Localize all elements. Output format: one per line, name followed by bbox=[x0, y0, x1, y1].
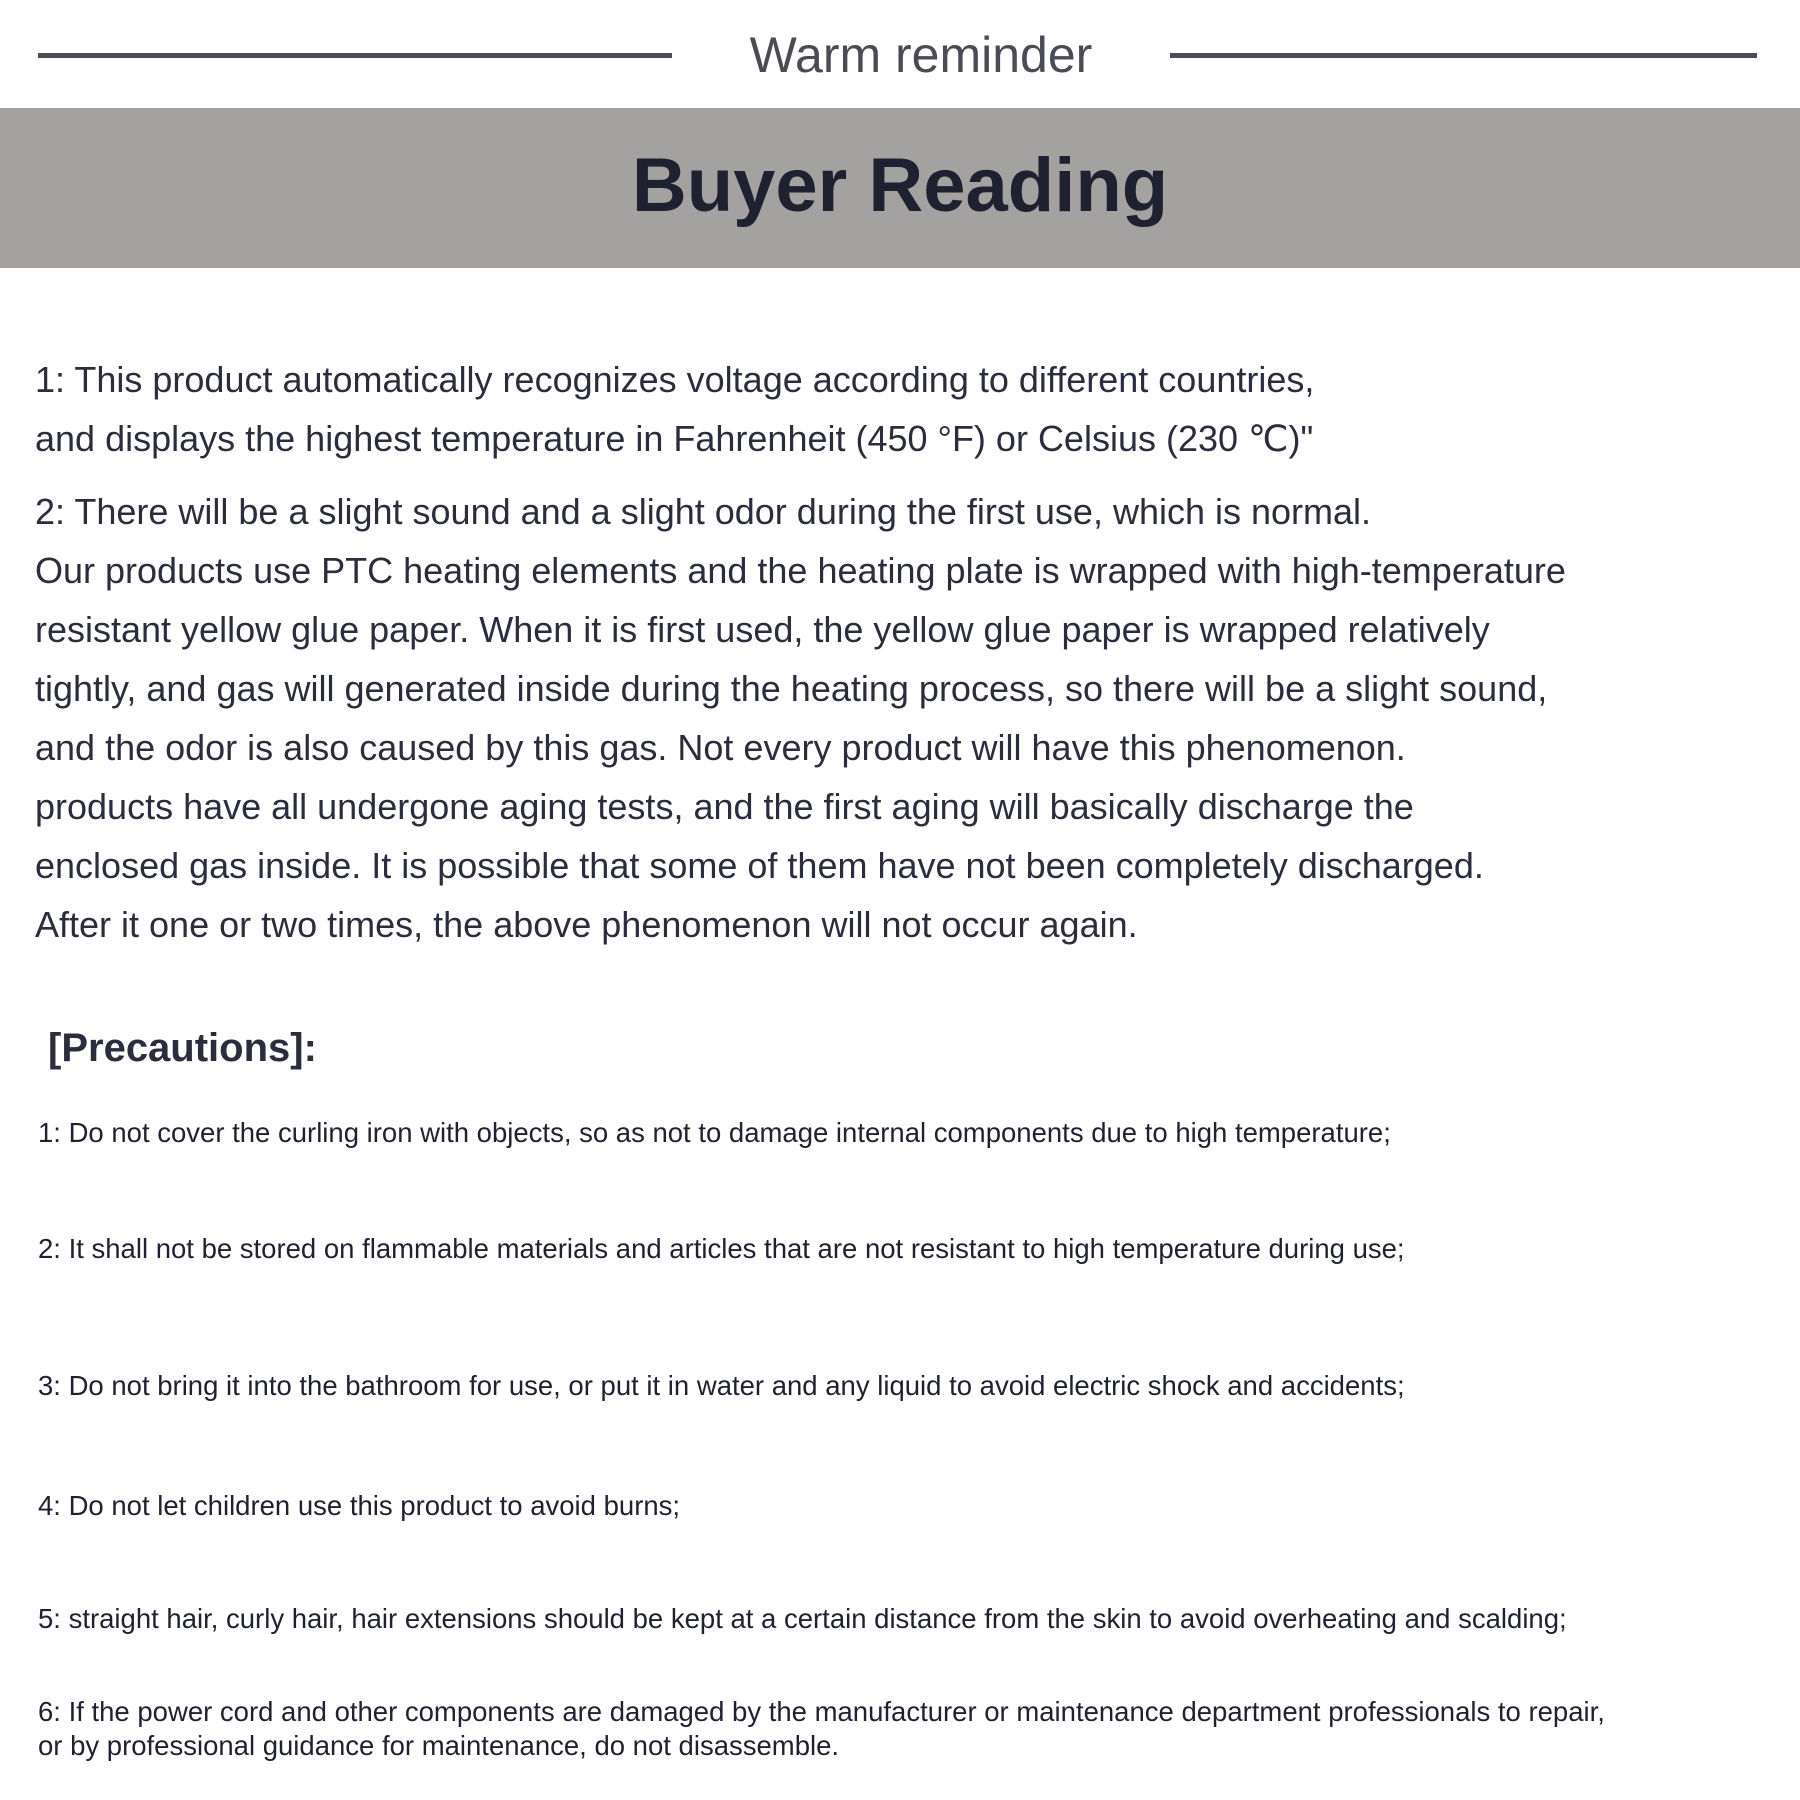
intro-line: tightly, and gas will generated inside during the heating process, so there will be a slight sound, bbox=[35, 668, 1548, 709]
header-divider-right bbox=[1170, 53, 1757, 58]
intro-line: 1: This product automatically recognizes voltage according to different countries, bbox=[35, 359, 1315, 400]
intro-line: resistant yellow glue paper. When it is first used, the yellow glue paper is wrapped relatively bbox=[35, 609, 1490, 650]
title-banner bbox=[0, 108, 1800, 268]
intro-line: products have all undergone aging tests, and the first aging will basically discharge the bbox=[35, 786, 1414, 827]
precaution-item-1 bbox=[38, 1116, 1778, 1150]
page-title: Buyer Reading bbox=[631, 143, 1169, 228]
precaution-item-3 bbox=[38, 1369, 1778, 1403]
reminder-title: Warm reminder bbox=[749, 27, 1093, 83]
precaution-item-5 bbox=[38, 1602, 1778, 1636]
precaution-item-4 bbox=[38, 1489, 1778, 1523]
intro-line: 2: There will be a slight sound and a slight odor during the first use, which is normal. bbox=[35, 491, 1372, 532]
precaution-item-2 bbox=[38, 1232, 1778, 1266]
precaution-text: 2: It shall not be stored on flammable materials and articles that are not resistant to high temperature during use; bbox=[38, 1233, 1405, 1264]
intro-section bbox=[35, 350, 1765, 954]
precaution-item-6 bbox=[38, 1695, 1778, 1763]
precaution-text: 6: If the power cord and other components are damaged by the manufacturer or maintenance department professionals to repair, bbox=[38, 1696, 1605, 1727]
header-divider-left bbox=[38, 53, 672, 58]
intro-line: and displays the highest temperature in Fahrenheit (450 °F) or Celsius (230 ℃)" bbox=[35, 418, 1314, 459]
precaution-text: 1: Do not cover the curling iron with objects, so as not to damage internal components due to high temperature; bbox=[38, 1117, 1391, 1148]
intro-line: enclosed gas inside. It is possible that some of them have not been completely discharged. bbox=[35, 845, 1484, 886]
precautions-heading: [Precautions]: bbox=[48, 1026, 317, 1070]
intro-line: and the odor is also caused by this gas. Not every product will have this phenomenon. bbox=[35, 727, 1406, 768]
precaution-text: 4: Do not let children use this product to avoid burns; bbox=[38, 1490, 681, 1521]
header-row bbox=[0, 20, 1800, 90]
intro-line: After it one or two times, the above phenomenon will not occur again. bbox=[35, 904, 1138, 945]
precaution-text: 5: straight hair, curly hair, hair extensions should be kept at a certain distance from the skin to avoid overheating and scalding; bbox=[38, 1603, 1567, 1634]
precaution-text: 3: Do not bring it into the bathroom for use, or put it in water and any liquid to avoid electric shock and accidents; bbox=[38, 1370, 1405, 1401]
precaution-text: or by professional guidance for maintenance, do not disassemble. bbox=[38, 1730, 840, 1761]
intro-line: Our products use PTC heating elements and the heating plate is wrapped with high-temperature bbox=[35, 550, 1566, 591]
